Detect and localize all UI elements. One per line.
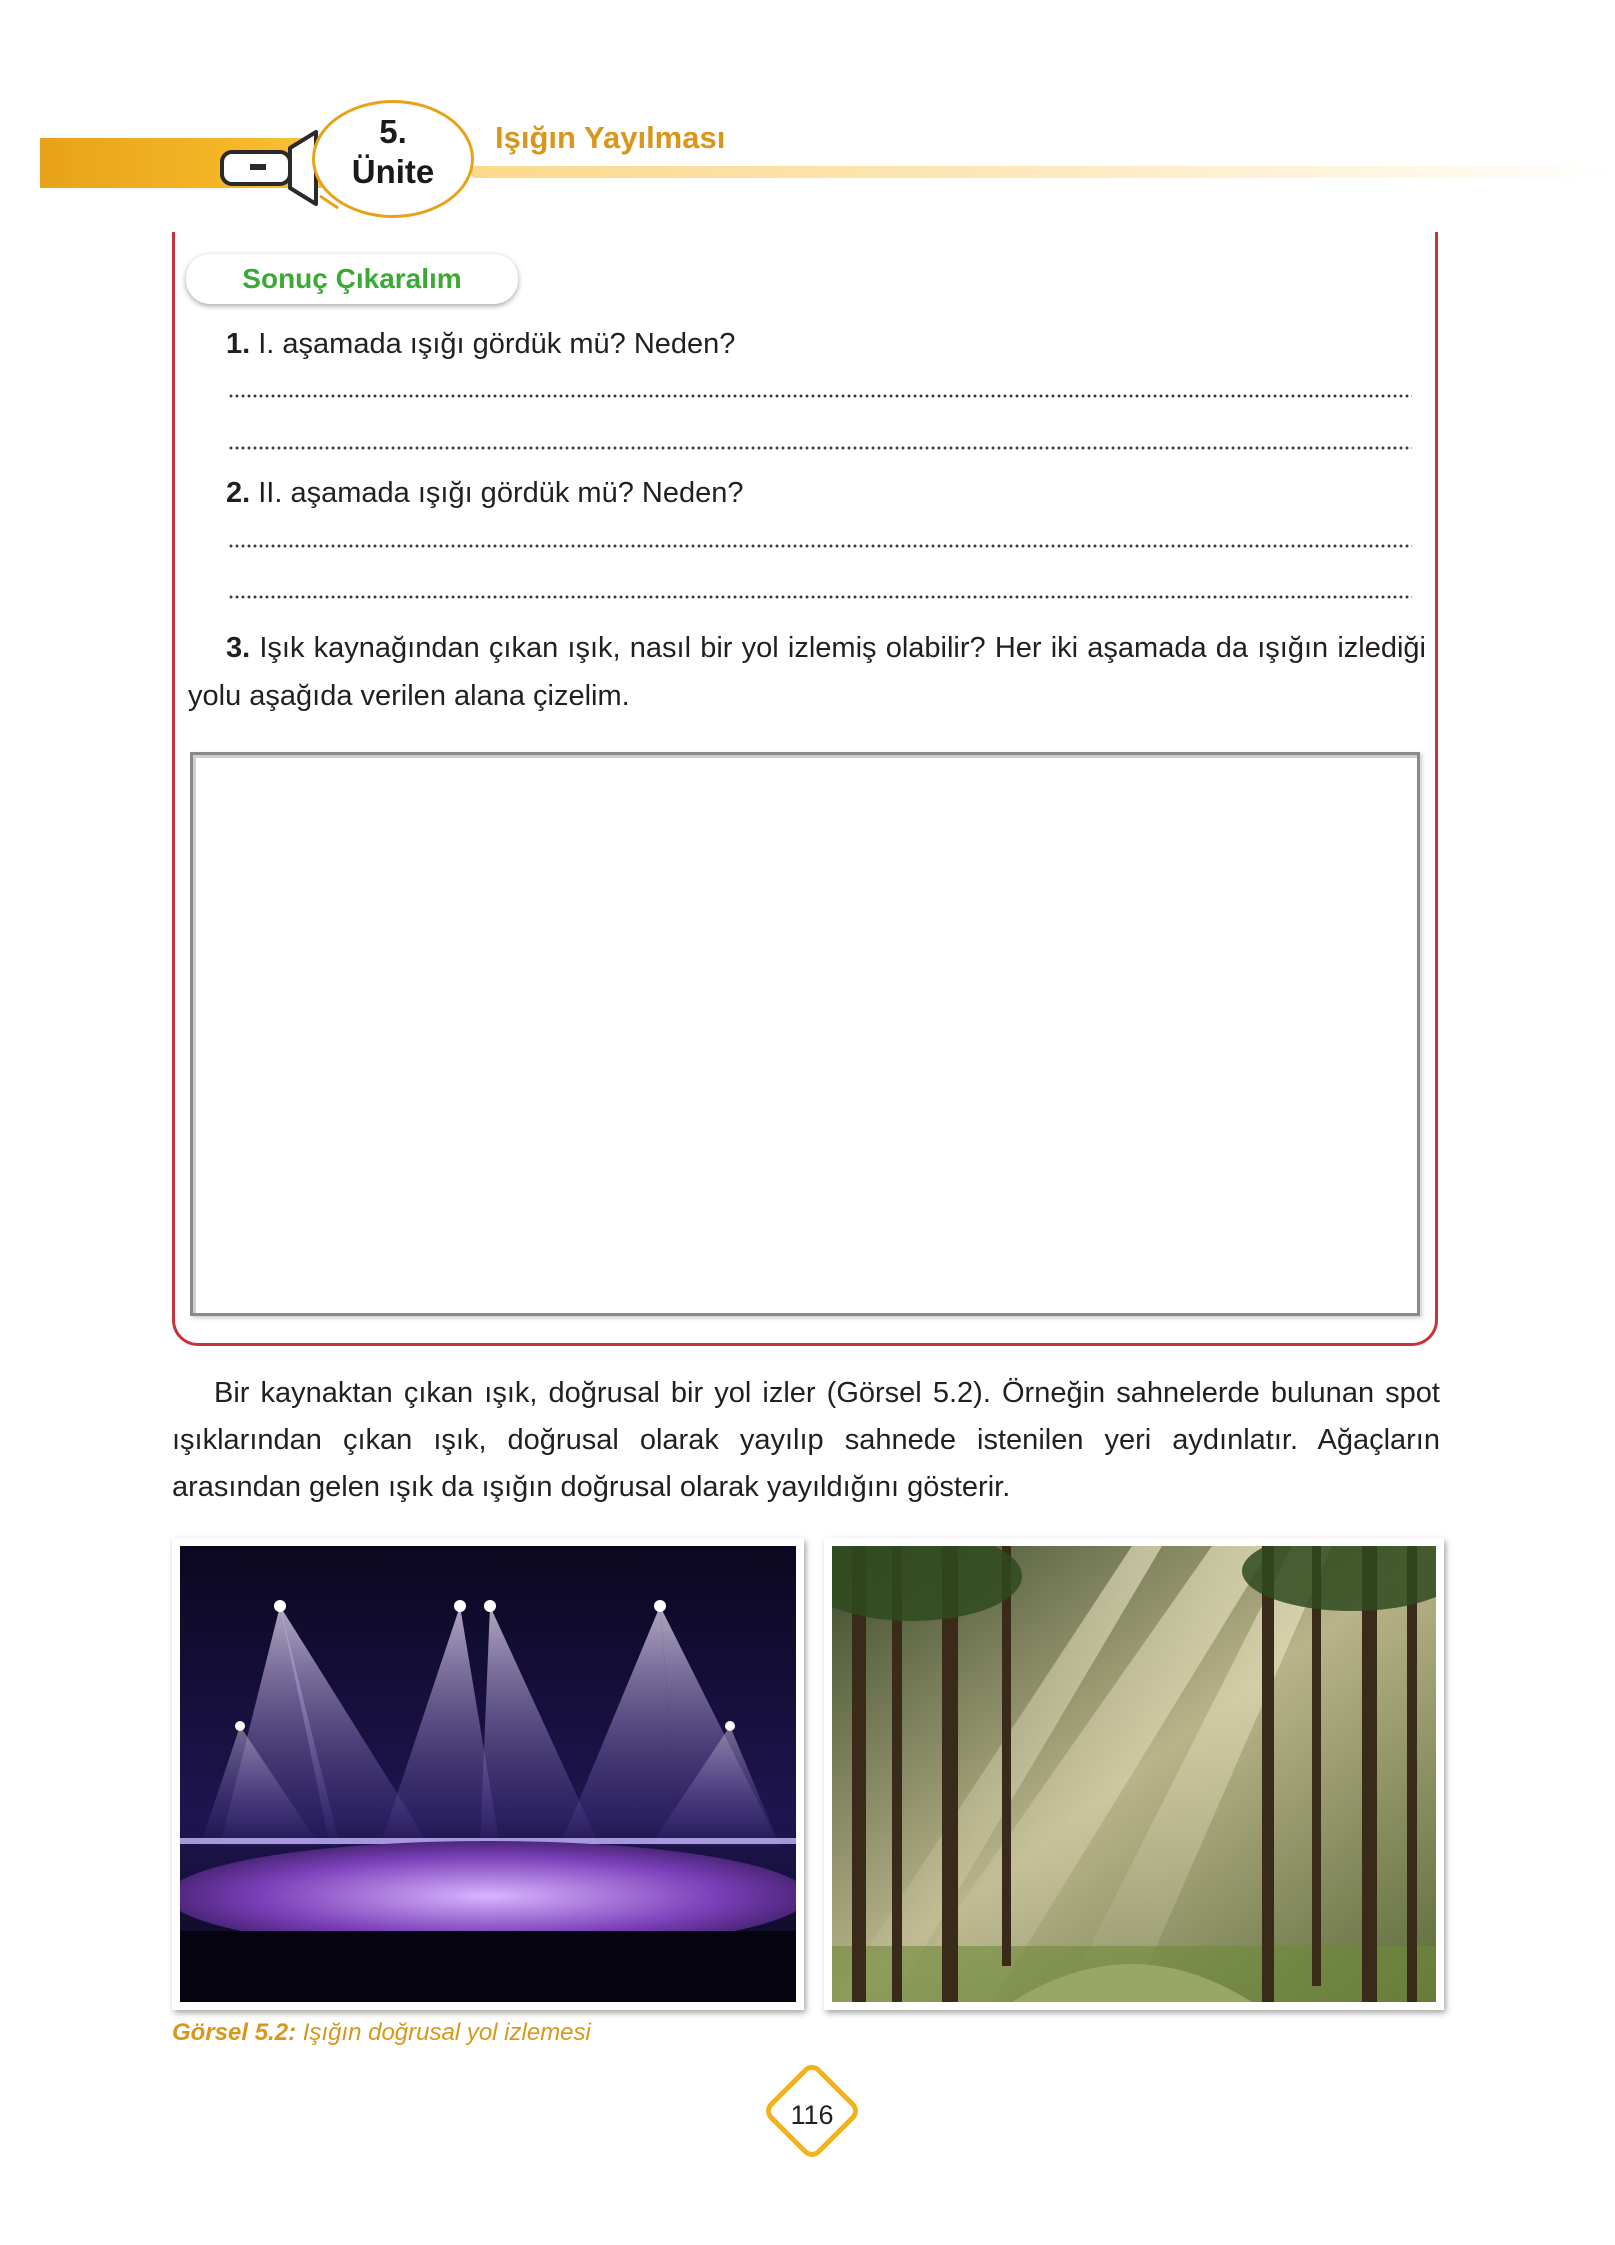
caption-text: Işığın doğrusal yol izlemesi	[296, 2019, 591, 2046]
caption-label: Görsel 5.2:	[172, 2019, 297, 2046]
question-2	[226, 473, 743, 513]
unit-label: Ünite	[351, 153, 435, 190]
header-line	[470, 166, 1615, 178]
question-3	[188, 624, 1426, 720]
answer-line[interactable]	[228, 536, 1412, 556]
question-text: I. aşamada ışığı gördük mü? Neden?	[250, 328, 736, 360]
stage-spotlights-photo	[172, 1538, 804, 2010]
answer-line[interactable]	[228, 386, 1412, 406]
question-number: 3.	[226, 632, 251, 664]
answer-line[interactable]	[228, 587, 1412, 607]
section-title: Sonuç Çıkaralım	[186, 254, 518, 304]
question-number: 2.	[226, 477, 251, 509]
body-paragraph: Bir kaynaktan çıkan ışık, doğrusal bir yol izler (Görsel 5.2). Örneğin sahnelerde bulunan spot ışıklarından çıkan ışık, doğrusal olarak yayılıp sahnede istenilen yeri aydınlatır. Ağaçların arasından gelen ışık da ışığın doğrusal olarak yayıldığını gösterir.	[172, 1377, 1440, 1503]
chapter-title: Işığın Yayılması	[495, 120, 726, 155]
figure-caption	[172, 2016, 591, 2050]
drawing-area[interactable]	[190, 752, 1420, 1316]
question-1	[226, 324, 735, 364]
question-text: II. aşamada ışığı gördük mü? Neden?	[250, 477, 744, 509]
forest-sunrays-photo	[824, 1538, 1444, 2010]
question-number: 1.	[226, 328, 251, 360]
question-text: Işık kaynağından çıkan ışık, nasıl bir yol izlemiş olabilir? Her iki aşamada da ışığın izlediği yolu aşağıda verilen alana çizelim.	[188, 632, 1426, 712]
unit-number: 5.	[379, 113, 407, 150]
answer-line[interactable]	[228, 438, 1412, 458]
page-number: 116	[790, 2100, 834, 2130]
